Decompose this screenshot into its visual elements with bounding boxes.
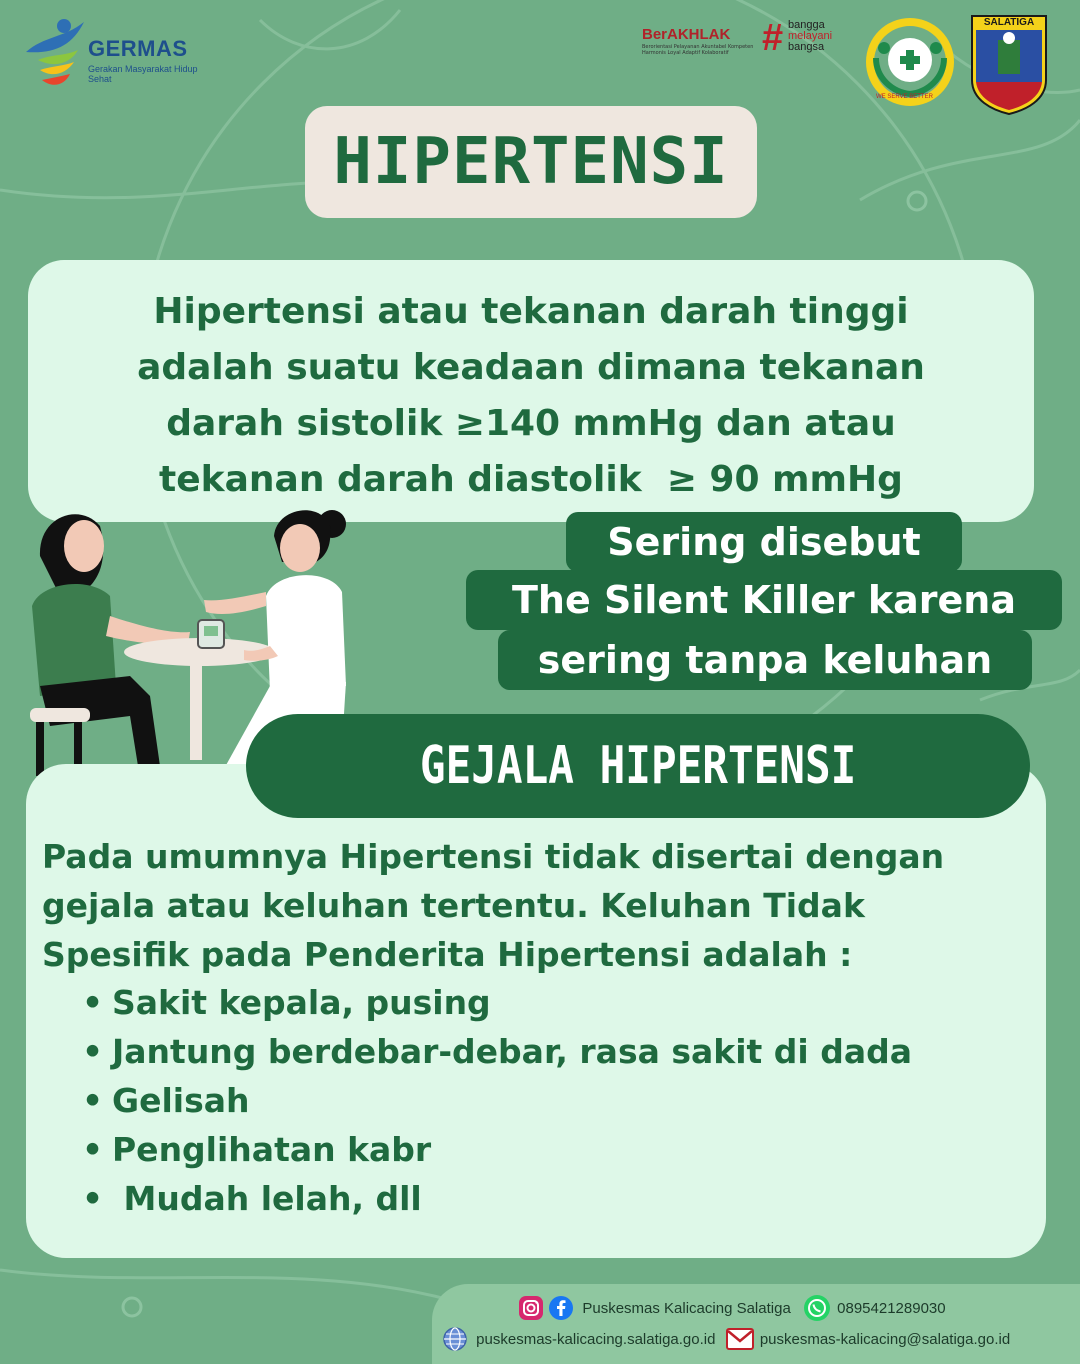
definition-line-2: adalah suatu keadaan dimana tekanan: [137, 347, 925, 388]
footer-social-row: [518, 1294, 946, 1322]
salatiga-label: SALATIGA: [983, 17, 1035, 28]
bullet-icon: •: [82, 1130, 104, 1169]
bangga-hash-mark: #: [762, 17, 784, 59]
silent-killer-line-1: Sering disebut: [566, 512, 962, 572]
symptom-item: [82, 1027, 1042, 1076]
silent-killer-line-2: The Silent Killer karena: [466, 570, 1062, 630]
bullet-icon: •: [82, 1081, 104, 1120]
bangga-line-1: bangga: [788, 19, 825, 31]
footer-whatsapp-number[interactable]: 0895421289030: [837, 1299, 946, 1317]
symptom-item: [82, 1125, 1042, 1174]
symptoms-heading-banner: [246, 714, 1030, 818]
bangga-line-3: bangsa: [788, 41, 825, 53]
definition-line-4: tekanan darah diastolik ≥ 90 mmHg: [159, 459, 903, 500]
salatiga-crest: [970, 14, 1048, 116]
facebook-icon[interactable]: [548, 1295, 574, 1321]
symptoms-intro: [42, 832, 1042, 979]
germas-subtitle: Gerakan Masyarakat Hidup Sehat: [88, 64, 198, 84]
bangga-line-2: melayani: [788, 30, 833, 42]
definition-text: [28, 284, 1034, 508]
symptom-text: Jantung berdebar-debar, rasa sakit di dada: [112, 1032, 912, 1071]
symptom-item: [82, 1076, 1042, 1125]
symptom-text: Penglihatan kabr: [112, 1130, 432, 1169]
footer-website[interactable]: puskesmas-kalicacing.salatiga.go.id: [476, 1330, 716, 1348]
symptom-text: Mudah lelah, dll: [112, 1179, 422, 1218]
definition-line-1: Hipertensi atau tekanan darah tinggi: [153, 291, 909, 332]
bangga-melayani-bangsa-logo: [762, 18, 852, 62]
germas-title: GERMAS: [88, 36, 188, 61]
footer-social-name[interactable]: Puskesmas Kalicacing Salatiga: [582, 1299, 791, 1317]
symptom-item: [82, 1174, 1042, 1223]
symptom-item: [82, 978, 1042, 1027]
berakhlak-logo: [640, 20, 760, 60]
puskesmas-logo: [862, 14, 958, 110]
page-title: HIPERTENSI: [333, 125, 729, 199]
email-icon: [726, 1327, 754, 1351]
symptoms-intro-line-2: gejala atau keluhan tertentu. Keluhan Tidak: [42, 886, 865, 925]
instagram-icon[interactable]: [518, 1295, 544, 1321]
footer-web-row: [442, 1326, 1010, 1352]
germas-logo: [24, 16, 224, 96]
bullet-icon: •: [82, 1032, 104, 1071]
bullet-icon: •: [82, 1179, 104, 1218]
bangga-text: [788, 20, 832, 53]
berakhlak-subtitle: Berorientasi Pelayanan Akuntabel Kompeten Harmonis Loyal Adaptif Kolaboratif: [642, 44, 754, 56]
whatsapp-icon[interactable]: [803, 1294, 831, 1322]
germas-emblem-icon: [24, 16, 88, 92]
symptoms-intro-line-1: Pada umumnya Hipertensi tidak disertai dengan: [42, 837, 945, 876]
salatiga-shield-icon: [970, 14, 1048, 116]
symptoms-heading: GEJALA HIPERTENSI: [419, 736, 857, 796]
symptom-text: Gelisah: [112, 1081, 250, 1120]
definition-card: [28, 260, 1034, 522]
berakhlak-title: BerAKHLAK: [642, 26, 731, 43]
puskesmas-motto: WE SERVE BETTER: [876, 94, 933, 100]
footer-contact: [432, 1284, 1080, 1364]
symptoms-intro-line-3: Spesifik pada Penderita Hipertensi adalah :: [42, 935, 853, 974]
symptoms-list: [82, 978, 1042, 1223]
silent-killer-line-3: sering tanpa keluhan: [498, 630, 1032, 690]
symptom-text: Sakit kepala, pusing: [112, 983, 491, 1022]
title-banner: [305, 106, 757, 218]
globe-icon: [442, 1326, 468, 1352]
footer-email[interactable]: puskesmas-kalicacing@salatiga.go.id: [759, 1330, 1011, 1348]
bullet-icon: •: [82, 983, 104, 1022]
definition-line-3: darah sistolik ≥140 mmHg dan atau: [166, 403, 896, 444]
